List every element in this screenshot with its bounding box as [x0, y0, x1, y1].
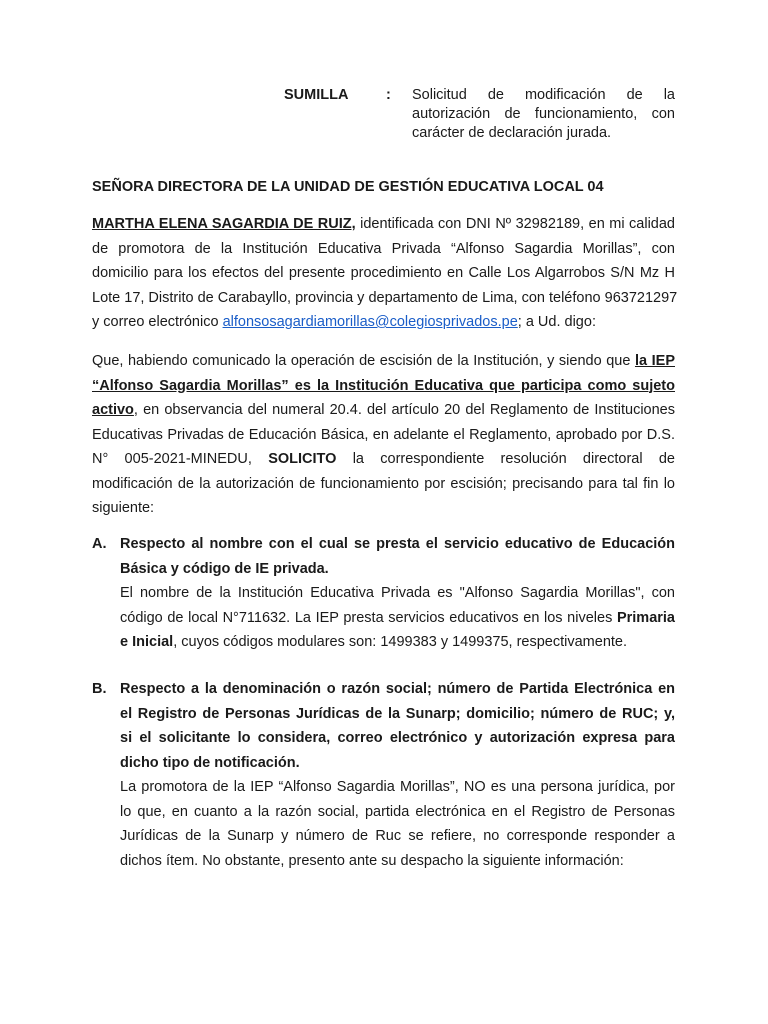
paragraph-line: modificación de la autorización de funcionamiento por escisión; precisando para tal fin lo: [92, 475, 675, 492]
sumilla-line: carácter de declaración jurada.: [412, 125, 612, 141]
list-marker: B.: [92, 681, 107, 697]
item-title-line: Básica y código de IE privada.: [120, 560, 329, 577]
paragraph-line: [92, 212, 675, 237]
paragraph-line: Jurídicas de la Sunarp y número de Ruc se refiere, no corresponde responder a: [120, 828, 675, 844]
paragraph-line: El nombre de la Institución Educativa Privada es "Alfonso Sagardia Morillas", con: [120, 585, 675, 601]
sumilla-label: SUMILLA: [284, 87, 349, 103]
paragraph-line: [120, 630, 675, 655]
text-run: , en observancia del numeral 20.4. del artículo 20 del Reglamento de Instituciones: [133, 402, 675, 418]
emphasis-text: activo: [92, 402, 134, 418]
paragraph-line: siguiente:: [92, 500, 155, 516]
item-title-line: Respecto al nombre con el cual se presta el servicio educativo de Educación: [120, 536, 675, 552]
item-title-line: si el solicitante lo considera, correo electrónico y autorización expresa para: [120, 730, 675, 746]
paragraph-line: “Alfonso Sagardia Morillas” es la Institución Educativa que participa como sujeto: [92, 377, 675, 394]
request-paragraph: [92, 349, 675, 521]
text-run: identificada con DNI Nº 32982189, en mi calidad: [355, 216, 675, 232]
paragraph-line: de promotora de la Institución Educativa Privada “Alfonso Sagardia Morillas”, con: [92, 240, 675, 257]
emphasis-text: SOLICITO: [268, 451, 337, 467]
text-run: , cuyos códigos modulares son: 1499383 y 1499375, respectivamente.: [173, 634, 628, 650]
emphasis-text: la IEP: [634, 353, 675, 369]
emphasis-text: e Inicial: [120, 634, 174, 650]
sumilla-line: Solicitud de modificación de la: [412, 87, 675, 103]
paragraph-line: [92, 310, 675, 335]
list-item-body: [120, 532, 675, 655]
email-link[interactable]: alfonsosagardiamorillas@colegiosprivados.pe: [222, 314, 518, 330]
paragraph-line: La promotora de la IEP “Alfonso Sagardia Morillas”, NO es una persona jurídica, por: [120, 779, 675, 795]
paragraph-line: [92, 447, 675, 472]
addressee-heading: SEÑORA DIRECTORA DE LA UNIDAD DE GESTIÓN EDUCATIVA LOCAL 04: [92, 179, 604, 195]
paragraph-line: Educativas Privadas de Educación Básica, en adelante el Reglamento, aprobado por D.S.: [92, 426, 675, 443]
sumilla-line: autorización de funcionamiento, con: [412, 106, 675, 122]
item-title-line: el Registro de Personas Jurídicas de la Sunarp; domicilio; número de RUC; y,: [120, 705, 675, 722]
text-run: N° 005-2021-MINEDU,: [92, 451, 269, 467]
applicant-name: MARTHA ELENA SAGARDIA DE RUIZ,: [92, 216, 356, 232]
text-run: código de local N°711632. La IEP presta servicios educativos en los niveles: [120, 609, 617, 626]
sumilla-text: [412, 86, 675, 143]
item-title-line: Respecto a la denominación o razón social; número de Partida Electrónica en: [120, 681, 675, 697]
text-run: y correo electrónico: [92, 314, 223, 330]
text-run: ; a Ud. digo:: [517, 314, 596, 330]
paragraph-line: dichos ítem. No obstante, presento ante su despacho la siguiente información:: [120, 852, 624, 869]
list-marker: A.: [92, 536, 107, 552]
paragraph-line: domicilio para los efectos del presente procedimiento en Calle Los Algarrobos S/N Mz H: [92, 265, 675, 281]
text-run: la correspondiente resolución directoral de: [336, 451, 675, 467]
paragraph-line: Lote 17, Distrito de Carabayllo, provincia y departamento de Lima, con teléfono 963721297: [92, 289, 678, 306]
paragraph-line: [120, 606, 675, 631]
paragraph-line: [92, 349, 675, 374]
item-title-line: dicho tipo de notificación.: [120, 754, 300, 771]
intro-paragraph: [92, 212, 678, 335]
paragraph-line: lo que, en cuanto a la razón social, partida electrónica en el Registro de Personas: [120, 803, 675, 820]
sumilla-colon: :: [386, 87, 391, 103]
paragraph-line: [92, 398, 675, 423]
list-item-body: [120, 677, 675, 873]
emphasis-text: Primaria: [616, 609, 675, 626]
text-run: Que, habiendo comunicado la operación de escisión de la Institución, y siendo que: [92, 353, 635, 369]
